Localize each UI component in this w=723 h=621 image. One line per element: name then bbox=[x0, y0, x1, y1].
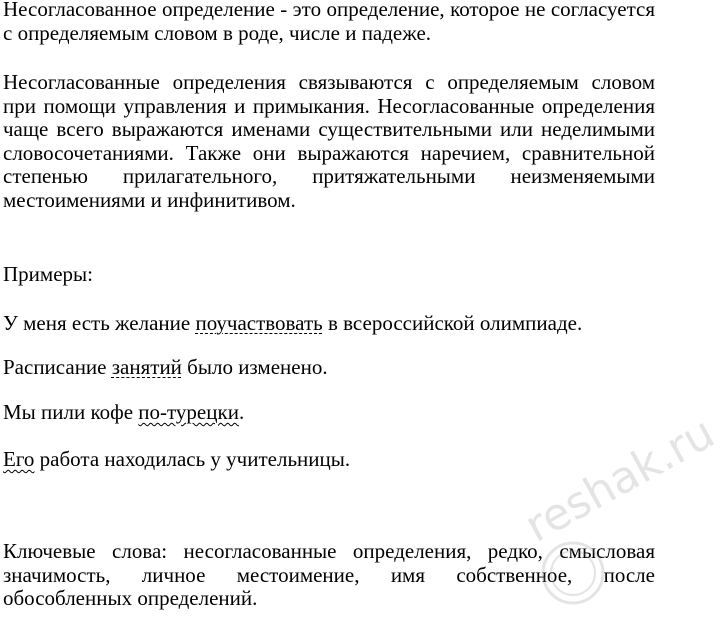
example-3-after: . bbox=[238, 400, 245, 424]
example-4-marked-word: Его bbox=[3, 447, 35, 471]
examples-heading: Примеры: bbox=[3, 262, 93, 286]
definition-paragraph: Несогласованное определение - это определение, которое не согласуется с определяемым словом в роде, числе и падеже. bbox=[3, 0, 655, 45]
example-1-after: в всероссийской олимпиаде. bbox=[322, 311, 583, 335]
example-sentence-3 bbox=[3, 401, 655, 425]
example-sentence-4 bbox=[3, 448, 655, 472]
example-3-before: Мы пили кофе bbox=[3, 400, 139, 424]
example-2-marked-word: занятий bbox=[111, 355, 182, 379]
example-sentence-2 bbox=[3, 356, 655, 380]
example-sentence-1 bbox=[3, 312, 655, 336]
example-2-before: Расписание bbox=[3, 355, 112, 379]
example-1-before: У меня есть желание bbox=[3, 311, 196, 335]
description-paragraph: Несогласованные определения связываются с определяемым словом при помощи управления и примыкания. Несогласованные определения чаще всего выражаются именами существительными или неделимыми словосочетаниями. Также они выражаются наречием, сравнительной степенью прилагательного, притяжательными неизменяемыми местоимениями и инфинитивом. bbox=[3, 70, 655, 212]
keywords-paragraph: Ключевые слова: несогласованные определения, редко, смысловая значимость, личное местоимение, имя собственное, после обособленных определений. bbox=[3, 539, 655, 610]
example-4-after: работа находилась у учительницы. bbox=[34, 447, 351, 471]
example-2-after: было изменено. bbox=[181, 355, 328, 379]
example-1-marked-word: поучаствовать bbox=[195, 311, 323, 335]
watermark-text: reshak.ru bbox=[516, 407, 723, 553]
example-3-marked-word: по-турецки bbox=[138, 400, 239, 424]
